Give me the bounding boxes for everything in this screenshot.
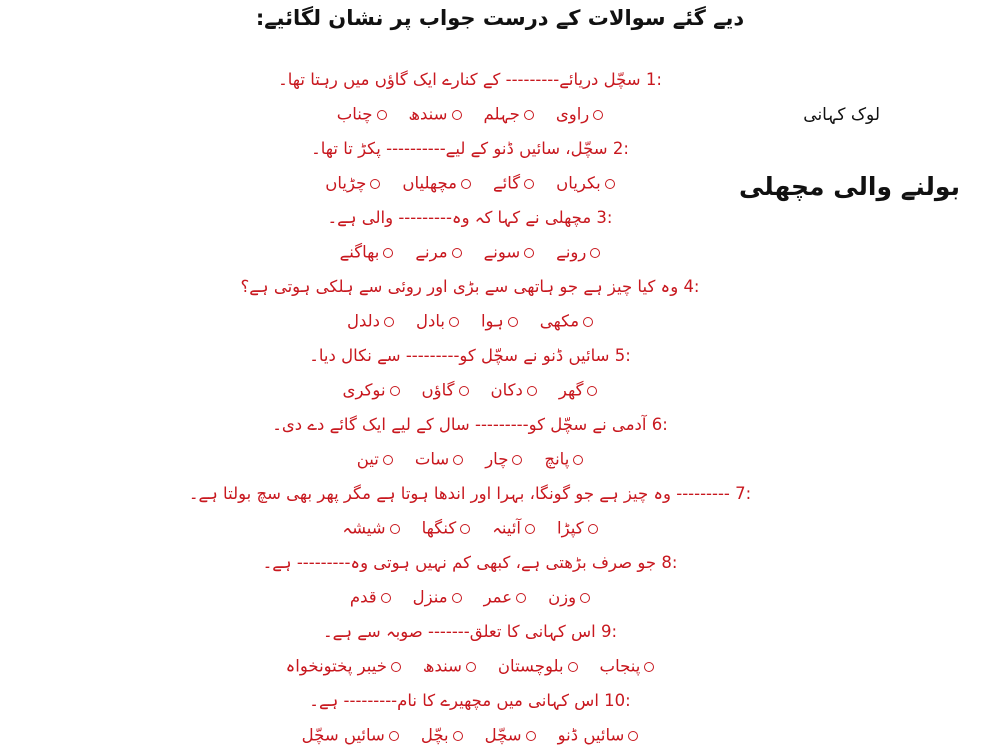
- answer-option[interactable]: [416, 304, 459, 339]
- question-line: [150, 407, 790, 442]
- question-block: [150, 683, 790, 752]
- question-line: [150, 62, 790, 97]
- question-text: جو صرف بڑھتی ہے، کبھی کم نہیں ہوتی وہ--------- ہے۔: [262, 553, 657, 572]
- answer-option[interactable]: [485, 442, 522, 477]
- question-line: [150, 131, 790, 166]
- answer-option[interactable]: [492, 511, 535, 546]
- radio-circle-icon[interactable]: [452, 593, 462, 603]
- answer-options: [150, 304, 790, 338]
- answer-option[interactable]: [350, 580, 391, 615]
- radio-circle-icon[interactable]: [524, 110, 534, 120]
- answer-option[interactable]: [286, 649, 401, 684]
- radio-circle-icon[interactable]: [466, 662, 476, 672]
- radio-circle-icon[interactable]: [573, 455, 583, 465]
- answer-option[interactable]: [491, 373, 537, 408]
- answer-options: [150, 442, 790, 476]
- answer-option[interactable]: [422, 373, 469, 408]
- answer-option[interactable]: [342, 511, 399, 546]
- answer-option[interactable]: [402, 166, 471, 201]
- radio-circle-icon[interactable]: [461, 179, 471, 189]
- question-block: [150, 269, 790, 338]
- answer-option[interactable]: [557, 511, 598, 546]
- question-line: [150, 614, 790, 649]
- answer-option-label: دکان: [490, 380, 523, 400]
- question-block: [150, 200, 790, 269]
- page-title: دیے گئے سوالات کے درست جواب پر نشان لگائیے:: [255, 6, 745, 30]
- question-line: [150, 200, 790, 235]
- radio-circle-icon[interactable]: [527, 386, 537, 396]
- question-text: اس کہانی کا تعلق------- صوبہ سے ہے۔: [322, 622, 596, 641]
- answer-option[interactable]: [558, 718, 639, 753]
- answer-option[interactable]: [485, 718, 536, 753]
- answer-option[interactable]: [600, 649, 655, 684]
- answer-option[interactable]: [423, 649, 476, 684]
- radio-circle-icon[interactable]: [381, 593, 391, 603]
- answer-option[interactable]: [556, 235, 600, 270]
- answer-option[interactable]: [484, 97, 534, 132]
- radio-circle-icon[interactable]: [453, 455, 463, 465]
- answer-option-label: بھاگنے: [339, 242, 380, 262]
- answer-option[interactable]: [343, 373, 400, 408]
- answer-option[interactable]: [493, 166, 534, 201]
- radio-circle-icon[interactable]: [459, 386, 469, 396]
- answer-option-label: پنجاب: [599, 656, 641, 676]
- radio-circle-icon[interactable]: [587, 386, 597, 396]
- answer-option-label: سات: [414, 449, 450, 469]
- answer-option-label: سائیں سچّل: [301, 725, 385, 745]
- question-block: [150, 545, 790, 614]
- answer-option-label: رونے: [556, 242, 587, 262]
- radio-circle-icon[interactable]: [453, 731, 463, 741]
- radio-circle-icon[interactable]: [524, 248, 534, 258]
- answer-option[interactable]: [409, 97, 462, 132]
- answer-option-label: نوکری: [342, 380, 386, 400]
- answer-option-label: گاؤں: [421, 380, 455, 400]
- question-text: --------- وہ چیز ہے جو گونگا، بہرا اور اندھا ہوتا ہے مگر پھر بھی سچ بولتا ہے۔: [188, 484, 730, 503]
- answer-option-label: سائیں ڈنو: [557, 725, 625, 745]
- answer-option[interactable]: [556, 166, 615, 201]
- question-line: [150, 269, 790, 304]
- answer-option[interactable]: [325, 166, 380, 201]
- radio-circle-icon[interactable]: [568, 662, 578, 672]
- answer-options: [150, 97, 790, 131]
- answer-options: [150, 373, 790, 407]
- question-text: سچّل دریائے--------- کے کنارے ایک گاؤں میں رہتا تھا۔: [278, 70, 641, 89]
- radio-circle-icon[interactable]: [516, 593, 526, 603]
- radio-circle-icon[interactable]: [512, 455, 522, 465]
- radio-circle-icon[interactable]: [525, 524, 535, 534]
- answer-option[interactable]: [340, 235, 394, 270]
- answer-option-label: سندھ: [408, 104, 448, 124]
- question-line: [150, 545, 790, 580]
- quiz-questions: [150, 62, 790, 752]
- answer-option[interactable]: [548, 580, 590, 615]
- question-line: [150, 338, 790, 373]
- radio-circle-icon[interactable]: [526, 731, 536, 741]
- question-number: 3:: [596, 208, 613, 227]
- answer-option-label: بادل: [415, 311, 445, 331]
- question-block: [150, 614, 790, 683]
- answer-option-label: مکھی: [539, 311, 580, 331]
- question-number: 5:: [614, 346, 631, 365]
- answer-options: [150, 718, 790, 752]
- question-text: سچّل، سائیں ڈنو کے لیے---------- پکڑ تا تھا۔: [311, 139, 608, 158]
- question-block: [150, 131, 790, 200]
- answer-option-label: کنگھا: [421, 518, 457, 538]
- answer-option-label: مرنے: [415, 242, 448, 262]
- answer-options: [150, 166, 790, 200]
- answer-option-label: ہوا: [480, 311, 504, 331]
- radio-circle-icon[interactable]: [370, 179, 380, 189]
- radio-circle-icon[interactable]: [390, 386, 400, 396]
- question-text: آدمی نے سچّل کو--------- سال کے لیے ایک گائے دے دی۔: [272, 415, 647, 434]
- question-number: 4:: [683, 277, 700, 296]
- answer-option-label: مچھلیاں: [402, 173, 458, 193]
- radio-circle-icon[interactable]: [590, 248, 600, 258]
- question-number: 10:: [604, 691, 631, 710]
- answer-option-label: وزن: [548, 587, 577, 607]
- answer-option-label: بکریاں: [556, 173, 601, 193]
- answer-option[interactable]: [544, 442, 583, 477]
- radio-circle-icon[interactable]: [384, 317, 394, 327]
- answer-option-label: دلدل: [346, 311, 380, 331]
- answer-option-label: چڑیاں: [325, 173, 367, 193]
- answer-option-label: سندھ: [422, 656, 462, 676]
- answer-option[interactable]: [556, 97, 603, 132]
- answer-options: [150, 235, 790, 269]
- question-block: [150, 407, 790, 476]
- answer-option-label: خیبر پختونخواہ: [285, 656, 387, 676]
- answer-option-label: سونے: [483, 242, 521, 262]
- answer-option[interactable]: [484, 235, 535, 270]
- answer-option[interactable]: [540, 304, 593, 339]
- question-text: مچھلی نے کہا کہ وہ--------- والی ہے۔: [327, 208, 592, 227]
- radio-circle-icon[interactable]: [389, 731, 399, 741]
- question-number: 2:: [612, 139, 629, 158]
- question-block: [150, 62, 790, 131]
- radio-circle-icon[interactable]: [524, 179, 534, 189]
- story-category: لوک کہانی: [803, 105, 880, 125]
- answer-option-label: عمر: [483, 587, 513, 607]
- radio-circle-icon[interactable]: [583, 317, 593, 327]
- radio-circle-icon[interactable]: [628, 731, 638, 741]
- radio-circle-icon[interactable]: [508, 317, 518, 327]
- answer-option-label: سچّل: [484, 725, 522, 745]
- answer-option[interactable]: [347, 304, 394, 339]
- answer-option[interactable]: [337, 97, 387, 132]
- question-number: 6:: [651, 415, 668, 434]
- radio-circle-icon[interactable]: [383, 248, 393, 258]
- question-number: 9:: [600, 622, 618, 641]
- answer-option-label: گائے: [493, 173, 521, 193]
- question-text: وہ کیا چیز ہے جو ہاتھی سے بڑی اور روئی سے ہلکی ہوتی ہے؟: [240, 277, 679, 296]
- answer-option[interactable]: [357, 442, 393, 477]
- answer-option-label: تین: [356, 449, 379, 469]
- answer-option-label: چار: [485, 449, 509, 469]
- radio-circle-icon[interactable]: [605, 179, 615, 189]
- radio-circle-icon[interactable]: [391, 662, 401, 672]
- answer-option-label: بچّل: [420, 725, 449, 745]
- answer-option[interactable]: [484, 580, 527, 615]
- answer-option-label: منزل: [412, 587, 448, 607]
- radio-circle-icon[interactable]: [588, 524, 598, 534]
- radio-circle-icon[interactable]: [377, 110, 387, 120]
- answer-option-label: راوی: [555, 104, 590, 124]
- answer-options: [150, 649, 790, 683]
- answer-options: [150, 580, 790, 614]
- radio-circle-icon[interactable]: [644, 662, 654, 672]
- question-number: 8:: [661, 553, 678, 572]
- answer-option-label: گھر: [558, 380, 584, 400]
- radio-circle-icon[interactable]: [593, 110, 603, 120]
- question-line: [150, 476, 790, 511]
- question-text: سائیں ڈنو نے سچّل کو--------- سے نکال دیا۔: [309, 346, 610, 365]
- answer-option[interactable]: [421, 718, 463, 753]
- question-block: [150, 338, 790, 407]
- answer-option-label: آئینہ: [492, 518, 522, 538]
- radio-circle-icon[interactable]: [449, 317, 459, 327]
- answer-option-label: شیشہ: [342, 518, 386, 538]
- answer-option[interactable]: [422, 511, 471, 546]
- answer-option[interactable]: [481, 304, 518, 339]
- radio-circle-icon[interactable]: [390, 524, 400, 534]
- radio-circle-icon[interactable]: [452, 110, 462, 120]
- radio-circle-icon[interactable]: [383, 455, 393, 465]
- answer-option-label: کپڑا: [557, 518, 584, 538]
- radio-circle-icon[interactable]: [580, 593, 590, 603]
- answer-option-label: بلوچستان: [497, 656, 564, 676]
- question-line: [150, 683, 790, 718]
- answer-option[interactable]: [302, 718, 399, 753]
- answer-option[interactable]: [415, 235, 461, 270]
- answer-option[interactable]: [559, 373, 598, 408]
- radio-circle-icon[interactable]: [460, 524, 470, 534]
- answer-option[interactable]: [415, 442, 463, 477]
- question-number: 7:: [735, 484, 752, 503]
- question-text: اس کہانی میں مچھیرے کا نام--------- ہے۔: [309, 691, 599, 710]
- answer-option-label: قدم: [349, 587, 377, 607]
- answer-option[interactable]: [498, 649, 578, 684]
- answer-option-label: چناب: [336, 104, 373, 124]
- question-number: 1:: [645, 70, 662, 89]
- story-title: بولنے والی مچھلی: [739, 172, 960, 201]
- question-block: [150, 476, 790, 545]
- answer-option-label: پانچ: [544, 449, 570, 469]
- radio-circle-icon[interactable]: [452, 248, 462, 258]
- answer-options: [150, 511, 790, 545]
- answer-option[interactable]: [413, 580, 462, 615]
- answer-option-label: جہلم: [483, 104, 520, 124]
